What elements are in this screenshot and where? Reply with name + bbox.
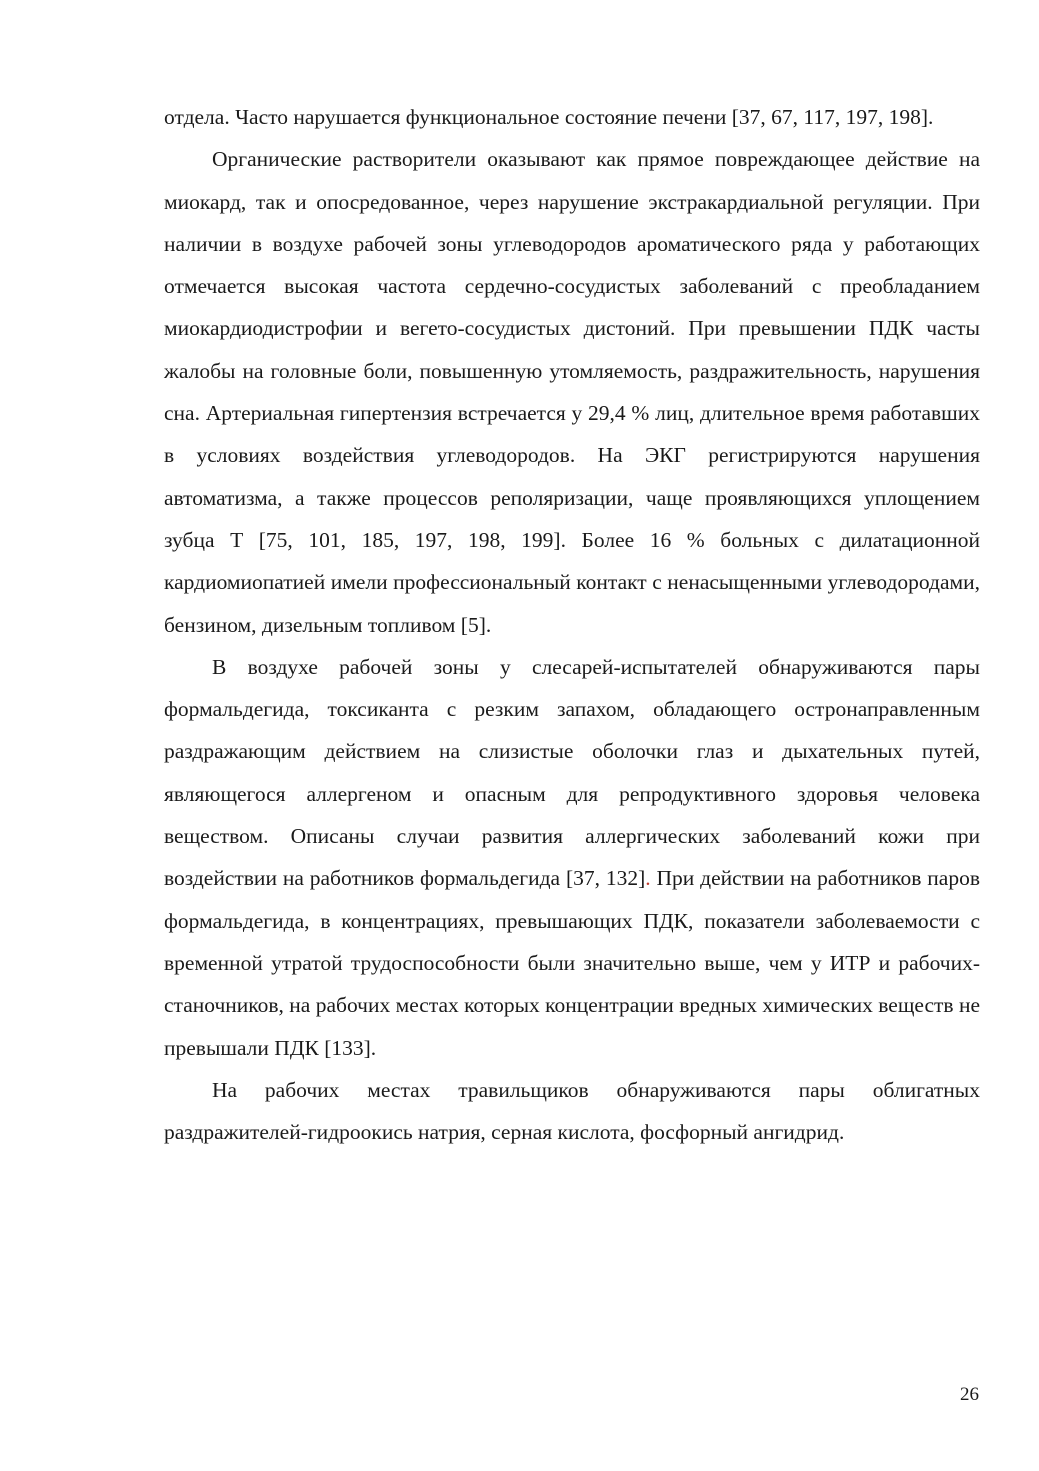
document-body <box>164 96 980 1153</box>
paragraph-2: Органические растворители оказывают как прямое повреждающее действие на миокард, так и опосредованное, через нарушение экстракардиальной регуляции. При наличии в воздухе рабочей зоны углеводородов ароматического ряда у работающих отмечается высокая частота сердечно-сосудистых заболеваний с преобладанием миокардиодистрофии и вегето-сосудистых дистоний. При превышении ПДК часты жалобы на головные боли, повышенную утомляемость, раздражительность, нарушения сна. Артериальная гипертензия встречается у 29,4 % лиц, длительное время работавших в условиях воздействия углеводородов. На ЭКГ регистрируются нарушения автоматизма, а также процессов реполяризации, чаще проявляющихся уплощением зубца Т [75, 101, 185, 197, 198, 199]. Более 16 % больных с дилатационной кардиомиопатией имели профессиональный контакт с ненасыщенными углеводородами, бензином, дизельным топливом [5]. <box>164 147 980 637</box>
paragraph-3-part-2: При действии на работников паров формальдегида, в концентрациях, превышающих ПДК, показатели заболеваемости с временной утратой трудоспособности были значительно выше, чем у ИТР и рабочих-станочников, на рабочих местах которых концентрации вредных химических веществ не превышали ПДК [133]. <box>164 866 980 1060</box>
paragraph-4: На рабочих местах травильщиков обнаруживаются пары облигатных раздражителей-гидроокись натрия, серная кислота, фосфорный ангидрид. <box>164 1077 980 1145</box>
paragraph-1: отдела. Часто нарушается функциональное состояние печени [37, 67, 117, 197, 198]. <box>164 105 934 129</box>
paragraph-3 <box>164 646 980 1069</box>
paragraph-3-part-1: В воздухе рабочей зоны у слесарей-испытателей обнаруживаются пары формальдегида, токсиканта с резким запахом, обладающего остронаправленным раздражающим действием на слизистые оболочки глаз и дыхательных путей, являющегося аллергеном и опасным для репродуктивного здоровья человека веществом. Описаны случаи развития аллергических заболеваний кожи при воздействии на работников формальдегида [37, 132] <box>164 654 980 891</box>
highlighted-period: . <box>645 866 651 891</box>
page-number: 26 <box>960 1384 979 1405</box>
